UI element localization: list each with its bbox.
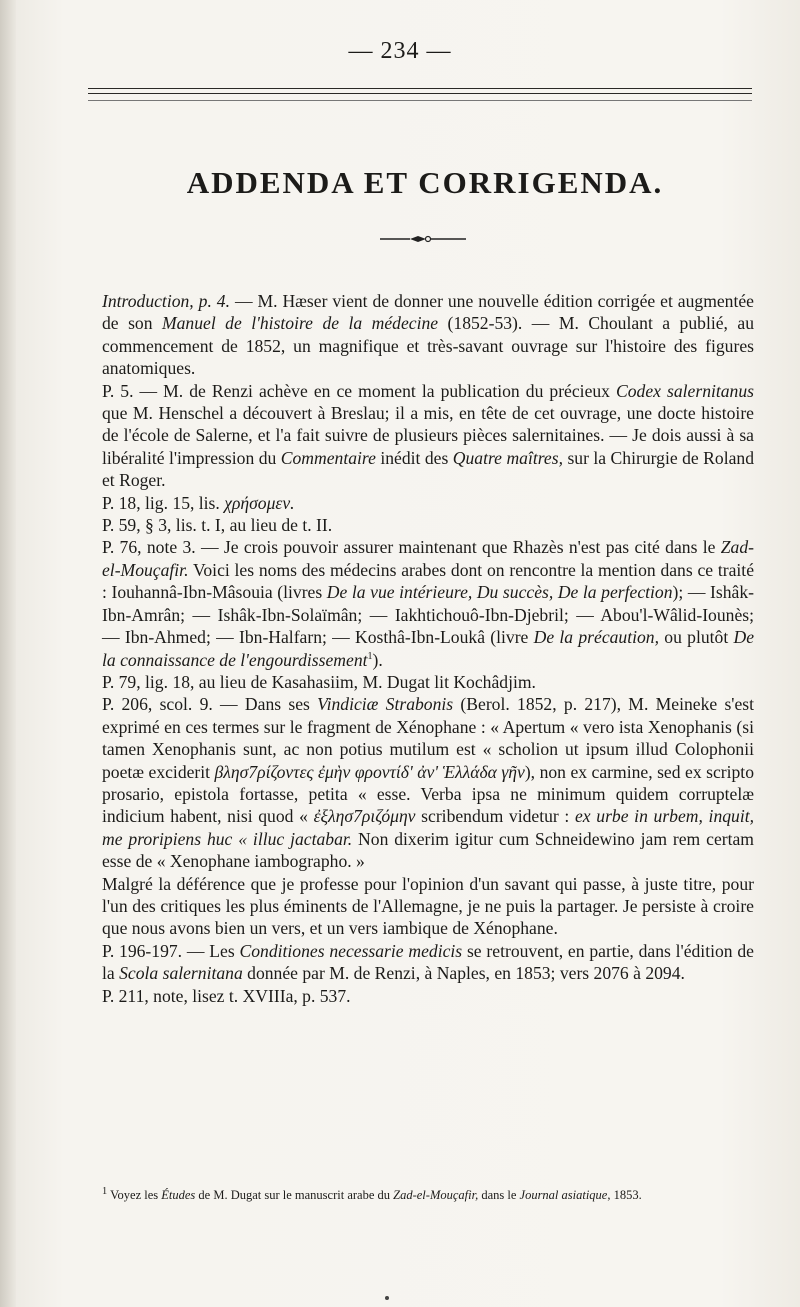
paragraph-p206: P. 206, scol. 9. — Dans ses Vindiciæ Strabonis (Berol. 1852, p. 217), M. Meineke s'est exprimé en ces termes sur le fragment de Xénophane : « Apertum « vero ista Xenophanis (si tamen Xenophanis sunt, ac non potius mutilum est « scholion ut ipsum illud Colophonii poetæ exciderit βλησ7ρίζοντες ἐμὴν φροντίδ' ἀν' Ἑλλάδα γῆν), non ex carmine, sed ex scripto prosario, epistola fortasse, petita « esse. Verba ipsa ne minimum quidem corruptelæ indicium habent, nisi quod « ἐξλησ7ριζόμην scribendum videtur : ex urbe in urbem, inquit, me proripiens huc « illuc jactabar. Non dixerim igitur cum Schneidewino jam rem certam esse de « Xenophane iambographo. » [102,694,755,872]
paragraph-introduction: Introduction, p. 4. — M. Hæser vient de donner une nouvelle édition corrigée et augmentée de son Manuel de l'histoire de la médecine (1852-53). — M. Choulant a publié, au commencement de 1852, un magnifique et très-savant ouvrage sur l'histoire des figures anatomiques. [102,291,754,379]
paragraph-label: Introduction, p. 4. [102,291,230,311]
footnote: $^1$ Voyez les Études de M. Dugat sur le manuscrit arabe du Zad-el-Mouçafir, dans le Journal asiatique, 1853. [102,1186,642,1203]
header-rule-double [88,93,752,94]
footnote-reference: 1 [367,650,373,662]
paragraph-p18: P. 18, lig. 15, lis. χρήσομεν. [102,492,295,513]
paragraph-malgre: Malgré la déférence que je professe pour l'opinion d'un savant qui passe, à juste titre, pour l'un des critiques les plus éminents de l'Allemagne, je ne puis la partager. Je persiste à croire que nous avons bien un vers, et un vers iambique de Xénophane. [102,873,754,939]
paragraph-p196: P. 196-197. — Les Conditiones necessarie medicis se retrouvent, en partie, dans l'édition de la Scola salernitana donnée par M. de Renzi, à Naples, en 1853; vers 2076 à 2094. [102,940,754,984]
paragraph-p79: P. 79, lig. 18, au lieu de Kasahasiim, M. Dugat lit Kochâdjim. [102,671,536,692]
paragraph-p211: P. 211, note, lisez t. XVIIIa, p. 537. [102,985,351,1006]
page-number: — 234 — [348,38,452,64]
page-speck [385,1296,389,1300]
ornament-dash-icon [380,233,466,245]
paragraph-p59: P. 59, § 3, lis. t. I, au lieu de t. II. [102,515,333,536]
header-rule-thin [88,100,752,101]
footnote-marker: 1 [102,1186,108,1197]
paragraph-p76: P. 76, note 3. — Je crois pouvoir assurer maintenant que Rhazès n'est pas cité dans le Zad-el-Mouçafir. Voici les noms des médecins arabes dont on rencontre la mention dans ce traité : Iouhannâ-Ibn-Mâsouia (livres De la vue intérieure, Du succès, De la perfection); — Ishâk-Ibn-Amrân; — Ishâk-Ibn-Solaïmân; — Iakhtichouô-Ibn-Djebril; — Abou'l-Wâlid-Iounès; — Ibn-Ahmed; — Ibn-Halfarn; — Kosthâ-Ibn-Loukâ (livre De la précaution, ou plutôt De la connaissance de l'engourdissement$^1$). [102,537,754,670]
addenda-body [102,290,754,1007]
paragraph-p5: P. 5. — M. de Renzi achève en ce moment la publication du précieux Codex salernitanus que M. Henschel a découvert à Breslau; il a mis, en tête de cet ouvrage, une docte histoire de l'école de Salerne, et l'a fait suivre de plusieurs pièces salernitaines. — Je dois aussi à sa libéralité l'impression du Commentaire inédit des Quatre maîtres, sur la Chirurgie de Roland et Roger. [102,380,755,491]
page-title: ADDENDA ET CORRIGENDA. [186,165,664,200]
header-rule [88,88,752,89]
